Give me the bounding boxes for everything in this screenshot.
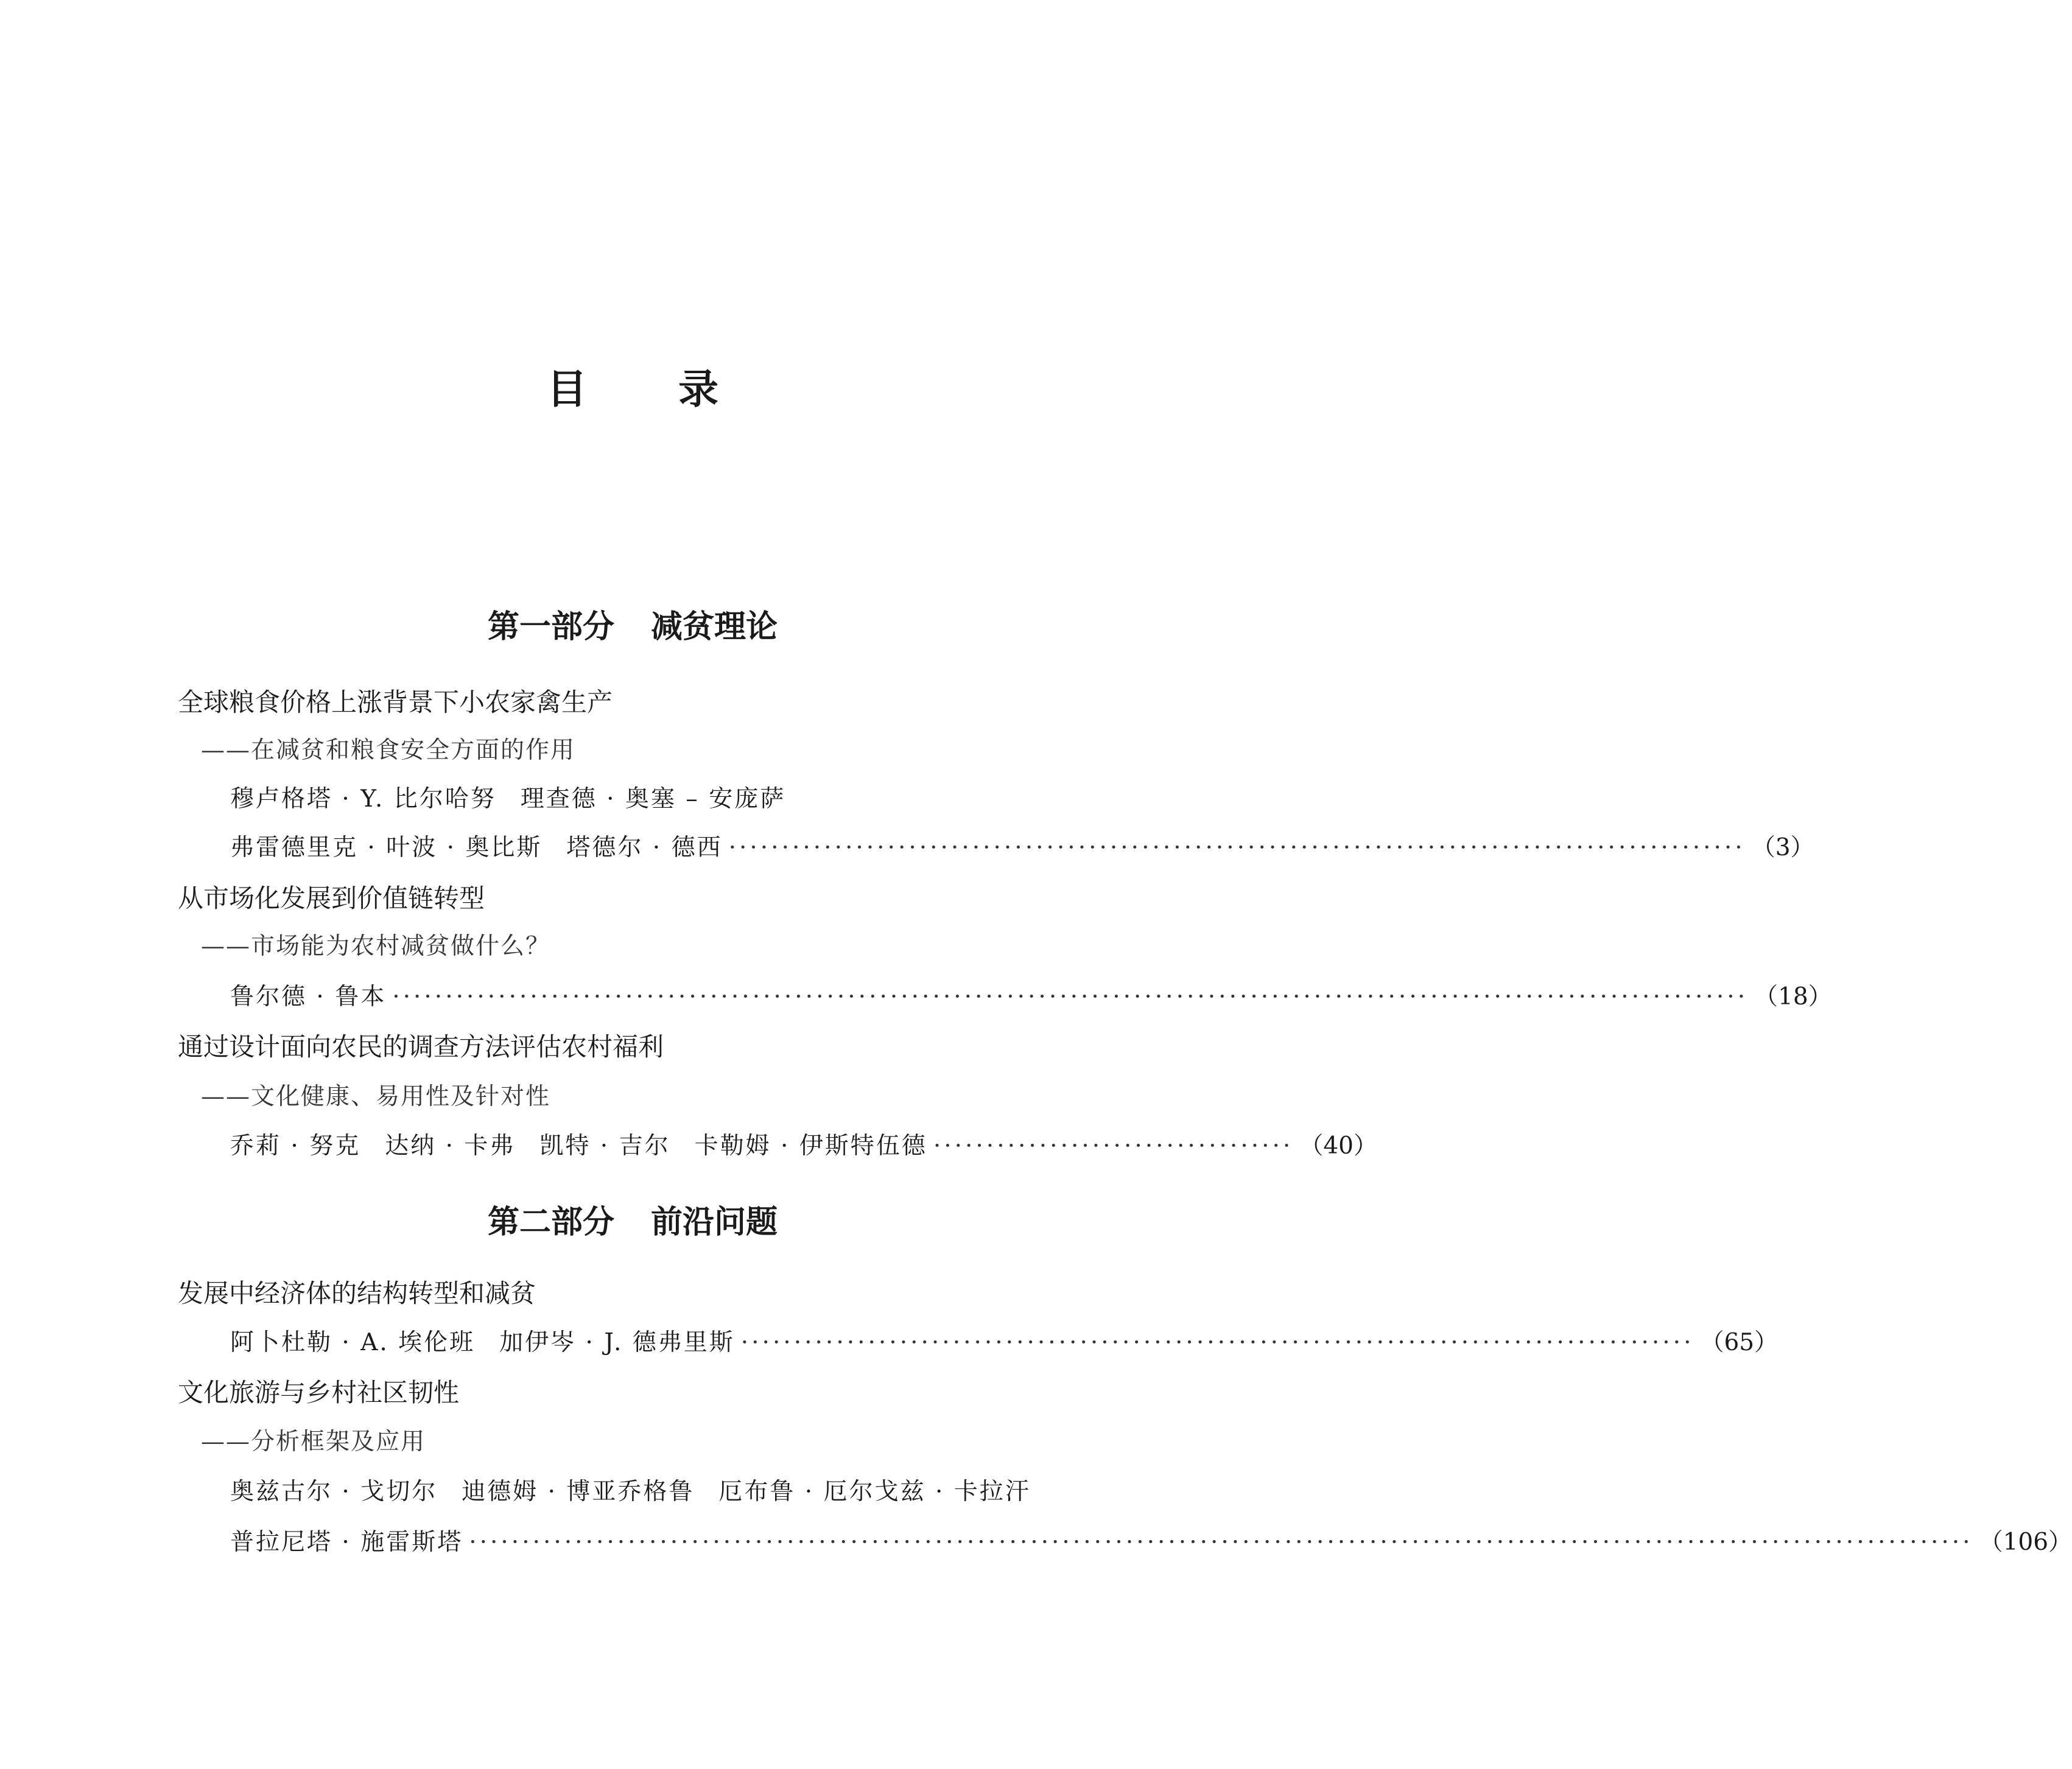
toc-entry-authors [230,980,386,1014]
part-name: 前沿问题 [651,1204,778,1241]
author: 卡勒姆 · 伊斯特伍德 [694,1132,927,1160]
toc-entry-authors [230,1129,927,1163]
toc-entry-authors [230,782,785,816]
author: 迪德姆 · 博亚乔格鲁 [462,1478,695,1505]
page-title-char-2: 录 [678,366,718,413]
page-title-char-1: 目 [547,366,587,413]
toc-entry-subtitle: ——在减贫和粮食安全方面的作用 [201,737,576,764]
toc-entry-subtitle: ——市场能为农村减贫做什么？ [201,933,551,960]
part-label: 第二部分 [487,1204,614,1241]
toc-entry-title[interactable]: 全球粮食价格上涨背景下小农家禽生产 [178,687,613,717]
author: 理查德 · 奥塞 – 安庞萨 [520,785,786,813]
toc-entry-authors [230,1326,735,1360]
toc-entry-leader[interactable] [230,831,1814,865]
toc-entry-authors [230,1526,463,1560]
dot-leader: ·································· [933,1132,1294,1160]
author: 普拉尼塔 · 施雷斯塔 [230,1529,463,1556]
page-number: （65） [1700,1329,1779,1356]
author: 塔德尔 · 德西 [566,834,723,861]
toc-entry-title[interactable]: 通过设计面向农民的调查方法评估农村福利 [178,1032,664,1062]
page-number: （3） [1751,834,1814,861]
toc-entry-leader[interactable] [230,1526,2072,1560]
author: 加伊岑 · J. 德弗里斯 [499,1329,735,1356]
toc-entry-title[interactable]: 从市场化发展到价值链转型 [178,883,485,913]
part-name: 减贫理论 [651,609,778,645]
page-number: （18） [1754,983,1832,1011]
toc-entry-subtitle: ——分析框架及应用 [201,1428,426,1455]
dot-leader: ·························································································· [740,1329,1694,1356]
toc-entry-title[interactable]: 发展中经济体的结构转型和减贫 [178,1278,536,1308]
dot-leader: ·············································································································································· [469,1529,1973,1556]
author: 阿卜杜勒 · A. 埃伦班 [230,1329,476,1356]
page-number: （40） [1299,1132,1377,1160]
page-number: （106） [1979,1529,2072,1556]
toc-entry-leader[interactable] [230,980,1832,1014]
toc-entry-leader[interactable] [230,1129,1377,1163]
page-title [0,364,1265,415]
author: 鲁尔德 · 鲁本 [230,983,387,1011]
author: 达纳 · 卡弗 [385,1132,516,1160]
dot-leader: ································································································································ [392,983,1749,1011]
dot-leader: ································································································ [728,834,1746,861]
author: 弗雷德里克 · 叶波 · 奥比斯 [230,834,543,861]
toc-entry-title[interactable]: 文化旅游与乡村社区韧性 [178,1378,460,1407]
toc-entry-subtitle: ——文化健康、易用性及针对性 [201,1083,551,1110]
toc-entry-authors [230,831,723,865]
part-heading-1 [0,606,1265,648]
toc-entry-leader[interactable] [230,1326,1779,1360]
toc-entry-authors [230,1475,1031,1509]
part-label: 第一部分 [487,609,614,645]
author: 穆卢格塔 · Y. 比尔哈努 [230,785,496,813]
author: 厄布鲁 · 厄尔戈兹 · 卡拉汗 [718,1478,1031,1505]
author: 奥兹古尔 · 戈切尔 [230,1478,438,1505]
author: 乔莉 · 努克 [230,1132,361,1160]
author: 凯特 · 吉尔 [539,1132,670,1160]
part-heading-2 [0,1201,1265,1244]
